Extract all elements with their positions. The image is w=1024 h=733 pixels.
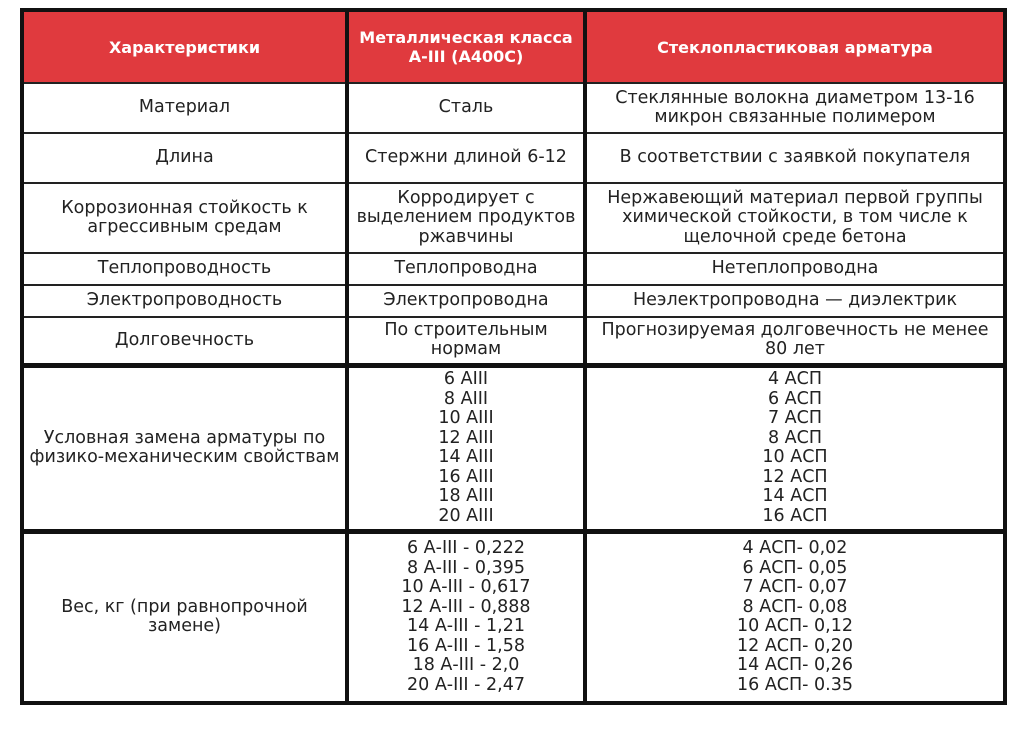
list-item: 14 АСП- 0,26 [736,655,854,676]
metal-cell: По строительным нормам [347,317,585,365]
frp-cell: Стеклянные волокна диаметром 13-16 микрон связанные полимером [585,83,1005,133]
row-label: Материал [22,83,347,133]
list-item: 4 АСП [767,369,823,389]
list-item: 16 АIII [438,466,494,487]
header-fiberglass-rebar: Стеклопластиковая арматура [585,10,1005,83]
row-label: Электропроводность [22,285,347,317]
header-metal-rebar: Металлическая класса А-III (А400С) [347,10,585,83]
frp-cell: В соответствии с заявкой покупателя [585,133,1005,183]
list-item: 12 А-III - 0,888 [401,596,531,617]
list-item: 20 АIII [438,505,494,526]
list-item: 16 АСП [762,505,828,526]
frp-cell: Нетеплопроводна [585,253,1005,285]
table-row [22,183,1005,253]
table-row [22,285,1005,317]
list-item: 6 АСП [767,388,823,409]
metal-replacement-list [347,365,585,531]
list-item: 16 АСП- 0.35 [736,674,854,695]
list-item: 4 АСП- 0,02 [742,538,848,559]
metal-cell: Сталь [347,83,585,133]
list-item: 8 АСП- 0,08 [742,596,848,617]
list-item: 14 АIII [438,447,494,467]
list-item: 8 АIII [443,388,489,409]
frp-cell: Прогнозируемая долговечность не менее 80 лет [585,317,1005,365]
frp-weight-list [585,531,1005,703]
list-item: 7 АСП- 0,07 [742,577,848,598]
list-item: 8 АСП [767,427,823,448]
list-item: 8 А-III - 0,395 [406,557,525,578]
list-item: 6 А-III - 0,222 [406,538,525,559]
list-item: 20 А-III - 2,47 [406,674,525,695]
frp-cell: Неэлектропроводна — диэлектрик [585,285,1005,317]
table-row [22,253,1005,285]
metal-cell: Стержни длиной 6-12 [347,133,585,183]
list-item: 10 А-III - 0,617 [401,577,531,598]
metal-cell: Теплопроводна [347,253,585,285]
list-item: 12 АСП- 0,20 [736,635,854,656]
list-item: 10 АIII [438,408,494,428]
list-item: 10 АСП- 0,12 [736,616,854,637]
list-item: 6 АСП- 0,05 [742,557,848,578]
row-label: Долговечность [22,317,347,365]
header-characteristics: Характеристики [22,10,347,83]
row-label: Длина [22,133,347,183]
list-item: 18 А-III - 2,0 [412,655,520,676]
row-label: Коррозионная стойкость к агрессивным средам [22,183,347,253]
list-item: 7 АСП [767,408,823,428]
replacement-row [22,365,1005,531]
table-row [22,133,1005,183]
header-row [22,10,1005,83]
list-item: 16 А-III - 1,58 [406,635,525,656]
table-row [22,83,1005,133]
list-item: 6 АIII [443,369,489,389]
metal-weight-list [347,531,585,703]
row-label: Вес, кг (при равнопрочной замене) [22,531,347,703]
comparison-table [20,8,1007,705]
list-item: 14 АСП [762,486,828,506]
list-item: 12 АIII [438,427,494,448]
row-label: Теплопроводность [22,253,347,285]
frp-replacement-list [585,365,1005,531]
list-item: 12 АСП [762,466,828,487]
table-row [22,317,1005,365]
list-item: 10 АСП [762,447,828,467]
frp-cell: Нержавеющий материал первой группы химической стойкости, в том числе к щелочной среде бетона [585,183,1005,253]
list-item: 14 А-III - 1,21 [406,616,525,637]
weight-row [22,531,1005,703]
metal-cell: Электропроводна [347,285,585,317]
row-label: Условная замена арматуры по физико-механическим свойствам [22,365,347,531]
metal-cell: Корродирует с выделением продуктов ржавчины [347,183,585,253]
list-item: 18 АIII [438,486,494,506]
